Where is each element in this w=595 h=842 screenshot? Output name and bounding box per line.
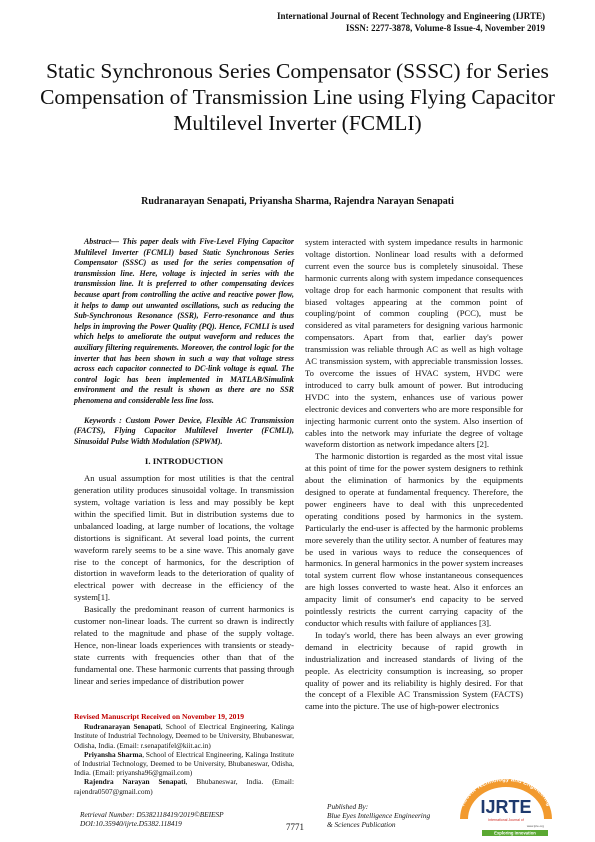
affiliation-name: Rudranarayan Senapati [84,722,161,732]
logo-ring-text-top: Recent Technology and Engineering [460,776,552,808]
publisher-name: Blue Eyes Intelligence Engineering [327,811,431,820]
ijrte-logo [452,775,560,837]
logo-url: www.ijrte.org [526,824,544,828]
affiliation-text: , School of Electrical Engineering, Kalinga Institute of Industrial Technology, Deemed to be University, Bhubaneswar, Odisha, India. (Email: r.senapatifel@kiit.ac.in) [74,722,294,750]
intro-paragraph: Basically the predominant reason of current harmonics is customer non-linear loads. The current so drawn is indirectly related to the magnitude and phase of the supply voltage. Hence, non-linear loads experiences with transients or steady-state currents with frequencies other than that of the fundamental one. These harmonic currents that passing through linear and series impedance of distribution power [74,604,294,686]
body-paragraph: In today's world, there has been always an ever growing demand in electricity because of rapid growth in industrialization and increased standards of living of the people. As electricity consumption is increasing, so proper quality of power and its reliability is highly desired. For that the concept of a Flexible AC Transmission System (FACTS) came into the picture. The use of high-power electronics [305,629,523,712]
affiliation-item [74,750,294,778]
affiliation-item [74,777,294,795]
affiliation-name: Rajendra Narayan Senapati [84,777,186,787]
doi-link[interactable]: DOI:10.35940/ijrte.D5382.118419 [80,819,182,828]
author-footnotes [74,712,294,796]
left-column [74,237,294,688]
logo-wordmark: IJRTE [480,797,532,817]
paper-title: Static Synchronous Series Compensator (SSSC) for Series Compensation of Transmission Line using Flying Capacitor Multilevel Inverter (FCMLI) [40,59,555,135]
footer-publisher [327,802,430,829]
footer-retrieval [80,810,224,828]
received-date: Revised Manuscript Received on November 19, 2019 [74,712,245,721]
affiliation-item [74,722,294,750]
paper-authors: Rudranarayan Senapati, Priyansha Sharma, Rajendra Narayan Senapati [141,196,454,207]
right-column [305,237,523,713]
publisher-name-continued: & Sciences Publication [327,820,396,829]
journal-issn: ISSN: 2277-3878, Volume-8 Issue-4, November 2019 [345,23,545,33]
page-number: 7771 [286,822,304,832]
retrieval-number: Retrieval Number: D5382118419/2019©BEIESP [80,810,224,819]
intro-paragraph: An usual assumption for most utilities is that the central generation utility produces sinusoidal voltage. In transmission system, voltage variation is less and may possibly be kept within the specified limit. But in distribution systems due to unbalanced loading, at large number of locations, the voltage distortions is significant. At several load points, the current waveform rarely seems to be a sine wave. This anomaly gave rise to the concept of harmonics, for the description of distortion in waveform leads to the deterioration of quality of electrical power with decrease in the efficiency of the system[1]. [74,473,294,603]
affiliation-text: , School of Electrical Engineering, Kalinga Institute of Industrial Technology, Deemed to be University, Bhubaneswar, Odisha, India. (Email: priyansha96@gmail.com) [74,749,294,778]
section-heading-introduction: I. INTRODUCTION [144,456,224,467]
abstract: Abstract— This paper deals with Five-Level Flying Capacitor Multilevel Inverter (FCMLI) based Static Synchronous Series Compensator (SSSC) as used for the series compensation of transmission line. Here, voltage is injected in series with the transmission line. It is preferred to other compensating devices because apart from controlling the active and reactive power flow, it helps to damp out unwanted oscillations, such as reducing the Sub-Synchronous Resonance (SSR), Ferro-resonance and thus helps in improving the Power Quality (PQ). Hence, FCMLI is used which helps to ameliorate the output waveform and reduces the auxiliary filtering requirements. Moreover, the control logic for the inverter that has been shown in such a way that voltage stress across each capacitor connected to DC-link voltage is equal. The control logic has been implemented in MATLAB/Simulink environment and the result is shown as there are no SSR phenomena and considerable less line loss. [74,237,294,405]
journal-header [277,10,545,34]
keywords: Keywords : Custom Power Device, Flexible AC Transmission (FACTS), Flying Capacitor Multilevel Inverter (FCMLI), Sinusoidal Pulse Width Modulation (SPWM). [74,415,294,446]
affiliation-name: Priyansha Sharma [84,749,143,759]
logo-tagline: Exploring Innovation [494,830,536,836]
affiliation-text: , Bhubaneswar, India. (Email: rajendra0507@gmail.com) [74,777,294,796]
journal-name: International Journal of Recent Technology and Engineering (IJRTE) [277,11,545,21]
published-by-label: Published By: [327,802,369,811]
logo-ring-text-bottom: International Journal of [488,818,524,822]
body-paragraph: system interacted with system impedance results in harmonic voltage distortion. Nonlinear load results with a deformed current even the source bus is completely sinusoidal. These harmonic currents along with system impedance consequences voltage drop for each harmonic component that results with biased voltages appearing at the common point of coupling/point of common coupling (PCC), must be considered as vital parameters for designing various harmonic compensators. Apart from that, earlier day's power transmission was reliable through AC as well as high voltage AC transmission system, with appreciable transmission losses. To overcome the issues of HVAC system, HVDC were introduced to carry bulk amount of power. But introducing HVDC into the system, enhances use of various power electronic devices and converters who are more responsible for injecting harmonic current onto the system. Also insertion of cables into the network may infuriate the degree of voltage waveform distortion as network impedance alters [2]. [305,237,523,450]
body-paragraph: The harmonic distortion is regarded as the most vital issue at this point of time for the power system designers to rethink about the elimination of harmonics by the equipments designed to operate at fundamental frequency. Therefore, the power engineers have to deal with this unprecedented operating conditions posed by harmonics in the system. Particularly the end-user is affected by the harmonic problems more severely than the utility sector. A number of features may be used in various ways to reduce the consequences of harmonics. In general harmonics in the power system increases total system current flow whose instantaneous consequences are high losses converted to waste heat. Also it enforces an ampacity limit of consumer's end capacity to be served pointlessly restricts the current carrying capacity of the conductor which results with failure of appliances [3]. [305,451,523,628]
